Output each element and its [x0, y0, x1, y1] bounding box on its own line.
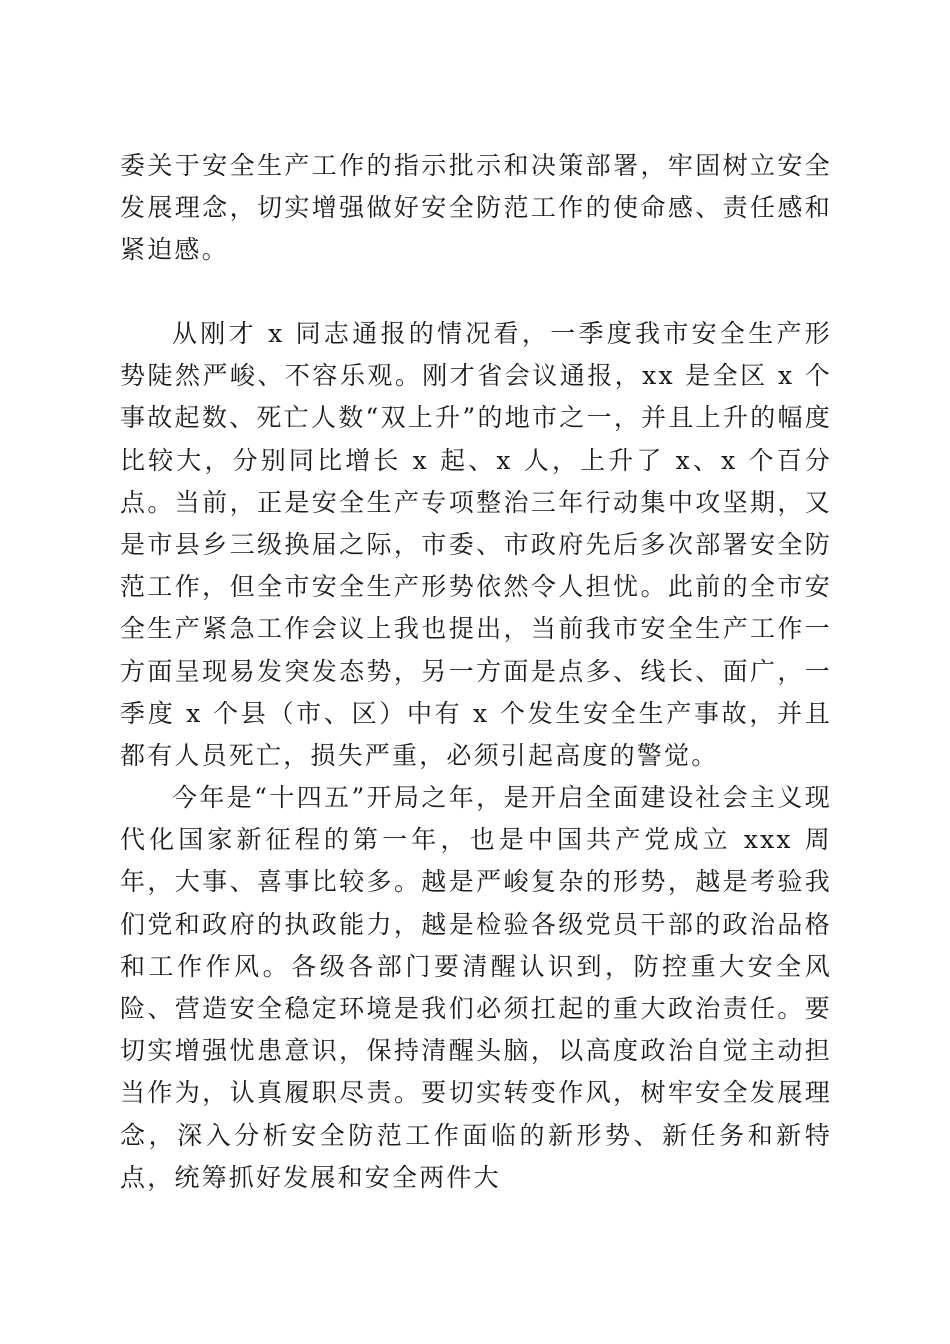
paragraph-continued [120, 145, 832, 272]
paragraph-text: 今年是“十四五”开局之年，是开启全面建设社会主义现代化国家新征程的第一年，也是中国共产党成立 xxx 周年，大事、喜事比较多。越是严峻复杂的形势，越是考验我们党和政府的执政能力，越是检验各级党员干部的政治品格和工作作风。各级各部门要清醒认识到，防控重大安全风险、营造安全稳定环境是我们必须扛起的重大政治责任。要切实增强忧患意识，保持清醒头脑，以高度政治自觉主动担当作为，认真履职尽责。要切实转变作风，树牢安全发展理念，深入分析安全防范工作面临的新形势、新任务和新特点，统筹抓好发展和安全两件大 [120, 783, 832, 1192]
paragraph-this-year [120, 777, 832, 1199]
paragraph-situation [120, 313, 832, 777]
paragraph-text: 从刚才 x 同志通报的情况看，一季度我市安全生产形势陡然严峻、不容乐观。刚才省会议通报，xx 是全区 x 个事故起数、死亡人数“双上升”的地市之一，并且上升的幅度比较大，分别同比增长 x 起、x 人，上升了 x、x 个百分点。当前，正是安全生产专项整治三年行动集中攻坚期，又是市县乡三级换届之际，市委、市政府先后多次部署安全防范工作，但全市安全生产形势依然令人担忧。此前的全市安全生产紧急工作会议上我也提出，当前我市安全生产工作一方面呈现易发突发态势，另一方面是点多、线长、面广，一季度 x 个县（市、区）中有 x 个发生安全生产事故，并且都有人员死亡，损失严重，必须引起高度的警觉。 [120, 319, 832, 771]
paragraph-text: 委关于安全生产工作的指示批示和决策部署，牢固树立安全发展理念，切实增强做好安全防范工作的使命感、责任感和紧迫感。 [120, 151, 832, 265]
